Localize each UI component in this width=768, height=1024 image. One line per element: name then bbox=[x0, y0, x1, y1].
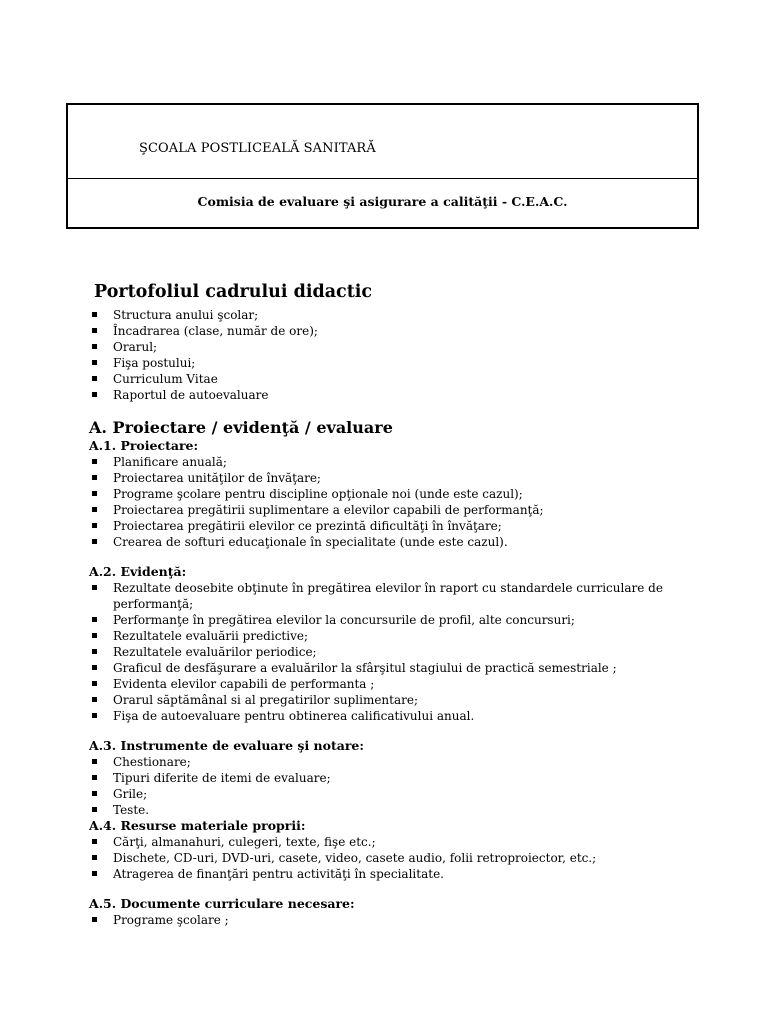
list-item: Programe şcolare ; bbox=[89, 912, 689, 928]
list-item: Proiectarea unităţilor de învăţare; bbox=[89, 470, 689, 486]
list-item: Rezultatele evaluărilor periodice; bbox=[89, 644, 689, 660]
school-name: ŞCOALA POSTLICEALĂ SANITARĂ bbox=[139, 141, 376, 156]
a1-list bbox=[89, 454, 689, 550]
list-item: Performanţe în pregătirea elevilor la concursurile de profil, alte concursuri; bbox=[89, 612, 689, 628]
a5-list bbox=[89, 912, 689, 928]
portfolio-title: Portofoliul cadrului didactic bbox=[94, 282, 373, 302]
list-item: Raportul de autoevaluare bbox=[89, 387, 689, 403]
a2-list bbox=[89, 580, 689, 724]
list-item: Tipuri diferite de itemi de evaluare; bbox=[89, 770, 689, 786]
list-item: Orarul; bbox=[89, 339, 689, 355]
a4-list bbox=[89, 834, 689, 882]
list-item: Planificare anuală; bbox=[89, 454, 689, 470]
list-item: Crearea de softuri educaţionale în specialitate (unde este cazul). bbox=[89, 534, 689, 550]
list-item: Chestionare; bbox=[89, 754, 689, 770]
list-item: Atragerea de finanţări pentru activităţi în specialitate. bbox=[89, 866, 689, 882]
list-item: Programe şcolare pentru discipline opţionale noi (unde este cazul); bbox=[89, 486, 689, 502]
list-item: Dischete, CD-uri, DVD-uri, casete, video, casete audio, folii retroproiector, etc.; bbox=[89, 850, 689, 866]
header-box bbox=[66, 103, 699, 229]
commission-name: Comisia de evaluare şi asigurare a calităţii - C.E.A.C. bbox=[197, 194, 568, 209]
section-a-title: A. Proiectare / evidenţă / evaluare bbox=[89, 418, 393, 437]
list-item: Rezultate deosebite obţinute în pregătirea elevilor în raport cu standardele curriculare de performanţă; bbox=[89, 580, 689, 612]
subsection-a4-title: A.4. Resurse materiale proprii: bbox=[89, 818, 306, 833]
list-item: Fişa de autoevaluare pentru obtinerea calificativului anual. bbox=[89, 708, 689, 724]
list-item: Cărţi, almanahuri, culegeri, texte, fişe etc.; bbox=[89, 834, 689, 850]
header-school-cell bbox=[68, 105, 697, 179]
list-item: Proiectarea pregătirii elevilor ce prezintă dificultăţi în învăţare; bbox=[89, 518, 689, 534]
list-item: Structura anului şcolar; bbox=[89, 307, 689, 323]
list-item: Proiectarea pregătirii suplimentare a elevilor capabili de performanţă; bbox=[89, 502, 689, 518]
a3-list bbox=[89, 754, 689, 818]
list-item: Curriculum Vitae bbox=[89, 371, 689, 387]
list-item: Teste. bbox=[89, 802, 689, 818]
subsection-a5-title: A.5. Documente curriculare necesare: bbox=[89, 896, 355, 911]
subsection-a1-title: A.1. Proiectare: bbox=[89, 438, 199, 453]
list-item: Fişa postului; bbox=[89, 355, 689, 371]
list-item: Grile; bbox=[89, 786, 689, 802]
list-item: Orarul săptămânal si al pregatirilor suplimentare; bbox=[89, 692, 689, 708]
list-item: Evidenta elevilor capabili de performanta ; bbox=[89, 676, 689, 692]
document-body bbox=[89, 280, 689, 928]
subsection-a3-title: A.3. Instrumente de evaluare şi notare: bbox=[89, 738, 364, 753]
list-item: Rezultatele evaluării predictive; bbox=[89, 628, 689, 644]
list-item: Graficul de desfăşurare a evaluărilor la sfârşitul stagiului de practică semestriale ; bbox=[89, 660, 689, 676]
list-item: Încadrarea (clase, număr de ore); bbox=[89, 323, 689, 339]
portfolio-list bbox=[89, 307, 689, 403]
subsection-a2-title: A.2. Evidenţă: bbox=[89, 564, 187, 579]
